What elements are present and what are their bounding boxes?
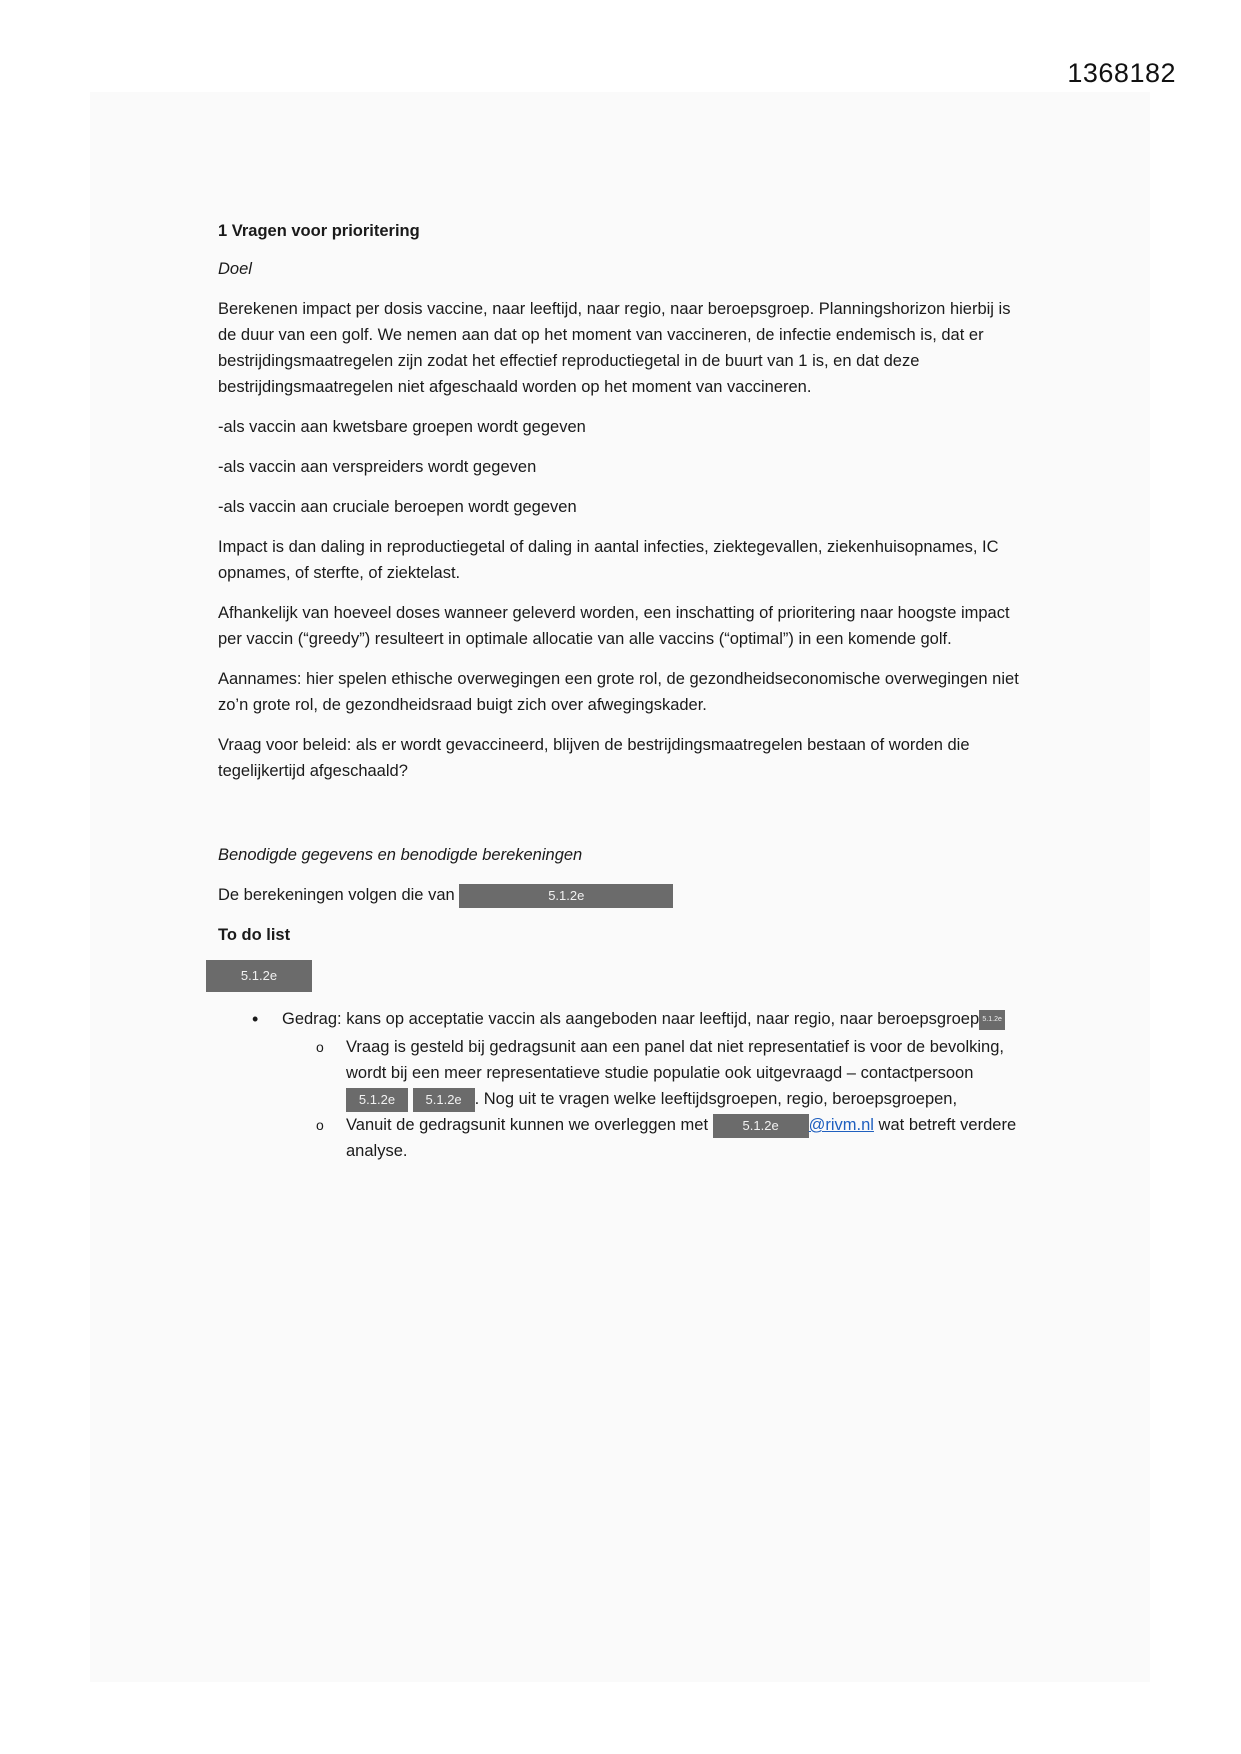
sub-list xyxy=(282,1034,1028,1164)
sub-item-text: . Nog uit te vragen welke leeftijdsgroepen, regio, beroepsgroepen, xyxy=(474,1090,958,1108)
bullet-gedrag-text: Gedrag: kans op acceptatie vaccin als aangeboden naar leeftijd, naar regio, naar beroepsgroep xyxy=(282,1010,980,1028)
sub-item-text: Vanuit de gedragsunit kunnen we overleggen met xyxy=(346,1116,709,1134)
todo-list xyxy=(218,1006,1028,1164)
todo-heading: To do list xyxy=(218,926,291,944)
paragraph-doel: Berekenen impact per dosis vaccine, naar leeftijd, naar regio, naar beroepsgroep. Planningshorizon hierbij is de duur van een golf. We nemen aan dat op het moment van vaccineren, de infectie endemisch is, dat er bestrijdingsmaatregelen zijn zodat het effectief reproductiegetal in de buurt van 1 is, en dat deze bestrijdingsmaatregelen niet afgeschaald worden op het moment van vaccineren. xyxy=(218,300,1011,396)
redaction-box: 5.1.2e xyxy=(346,1088,408,1112)
redaction-box: 5.1.2e xyxy=(713,1114,809,1138)
document-body xyxy=(218,218,1028,1164)
benodigde-label: Benodigde gegevens en benodigde berekeningen xyxy=(218,846,583,864)
document-id: 1368182 xyxy=(1067,58,1176,88)
berekeningen-text: De berekeningen volgen die van xyxy=(218,886,455,904)
doel-label: Doel xyxy=(218,260,252,278)
paragraph-vraag-beleid: Vraag voor beleid: als er wordt gevaccineerd, blijven de bestrijdingsmaatregelen bestaan of worden die tegelijkertijd afgeschaald? xyxy=(218,736,970,780)
paragraph-impact: Impact is dan daling in reproductiegetal of daling in aantal infecties, ziektegevallen, ziekenhuisopnames, IC opnames, of sterfte, of ziektelast. xyxy=(218,538,999,582)
email-link[interactable]: @rivm.nl xyxy=(808,1116,874,1134)
redaction-box: 5.1.2e xyxy=(413,1088,475,1112)
sub-item-text: Vraag is gesteld bij gedragsunit aan een panel dat niet representatief is voor de bevolking, wordt bij een meer representatieve studie populatie ook uitgevraagd – contactpersoon xyxy=(346,1038,1004,1082)
list-item xyxy=(346,1034,1028,1112)
redaction-box: 5.1.2e xyxy=(459,884,673,908)
list-item xyxy=(282,1006,1028,1164)
paragraph-berekeningen xyxy=(218,882,1028,908)
redaction-box: 5.1.2e xyxy=(206,960,312,992)
option-kwetsbare: -als vaccin aan kwetsbare groepen wordt gegeven xyxy=(218,418,586,436)
list-item xyxy=(346,1112,1028,1164)
option-cruciale: -als vaccin aan cruciale beroepen wordt gegeven xyxy=(218,498,577,516)
paragraph-afhankelijk: Afhankelijk van hoeveel doses wanneer geleverd worden, een inschatting of prioritering naar hoogste impact per vaccin (“greedy”) resulteert in optimale allocatie van alle vaccins (“optimal”) in een komende golf. xyxy=(218,604,1010,648)
section-heading: 1 Vragen voor prioritering xyxy=(218,222,420,240)
sub-item-text: wat betreft verdere analyse. xyxy=(346,1116,1017,1160)
redaction-box: 5.1.2e xyxy=(979,1010,1005,1030)
paragraph-aannames: Aannames: hier spelen ethische overwegingen een grote rol, de gezondheidseconomische overwegingen niet zo’n grote rol, de gezondheidsraad buigt zich over afwegingskader. xyxy=(218,670,1019,714)
option-verspreiders: -als vaccin aan verspreiders wordt gegeven xyxy=(218,458,537,476)
